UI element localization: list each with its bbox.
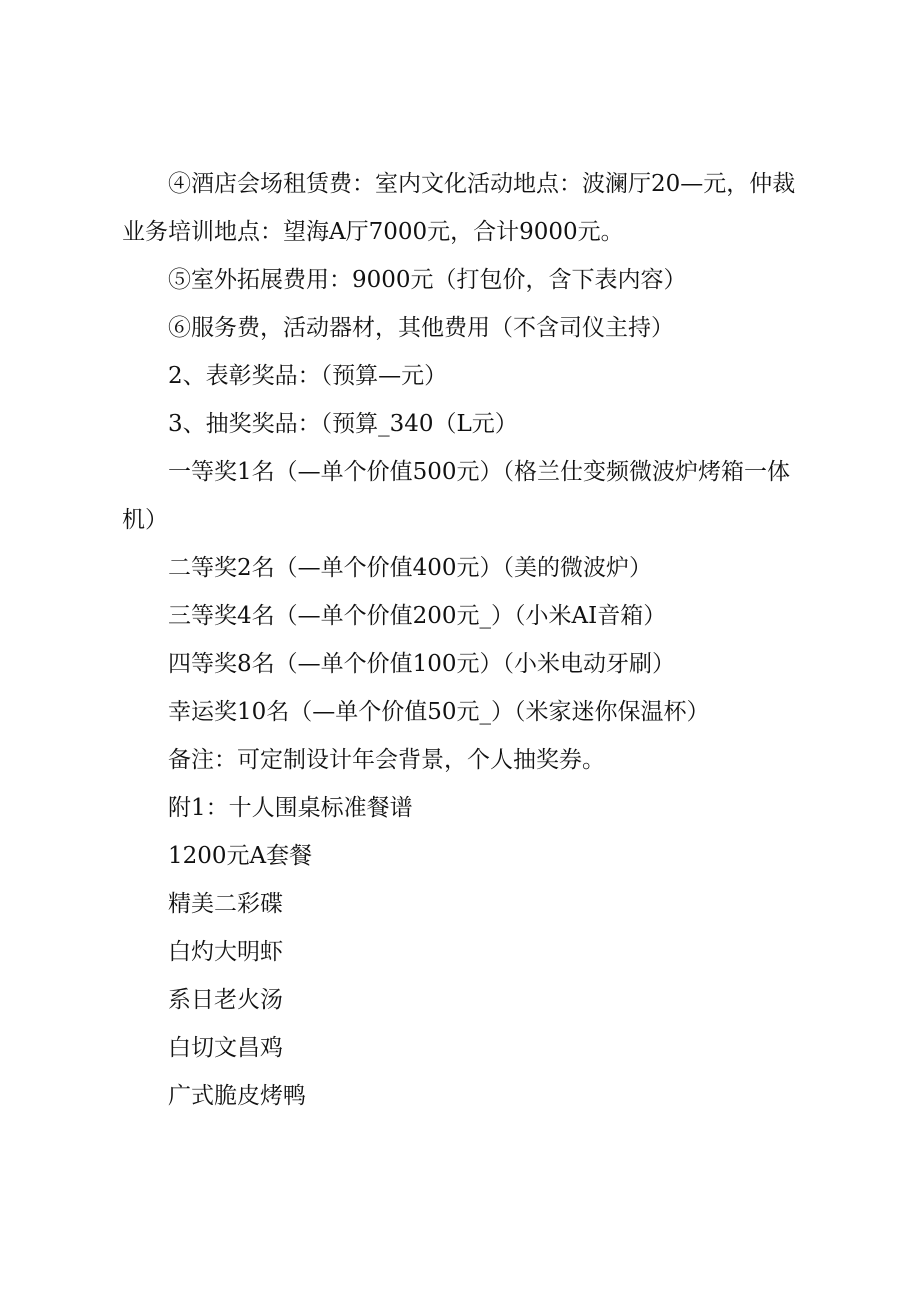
paragraph-outdoor-expansion: ⑤室外拓展费用：9000元（打包价，含下表内容） [168, 267, 687, 293]
menu-item: 系日老火汤 [168, 987, 283, 1013]
paragraph-second-prize: 二等奖2名（—单个价值400元）（美的微波炉） [168, 555, 653, 581]
paragraph-remark: 备注：可定制设计年会背景，个人抽奖券。 [168, 747, 605, 773]
paragraph-lucky-prize: 幸运奖10名（—单个价值50元_）（米家迷你保温杯） [168, 699, 710, 725]
paragraph-commendation-prizes: 2、表彰奖品：（预算—元） [168, 363, 448, 389]
paragraph-lottery-prizes: 3、抽奖奖品：（预算_340（L元） [168, 411, 518, 437]
menu-item: 白切文昌鸡 [168, 1035, 283, 1061]
paragraph-service-fee: ⑥服务费，活动器材，其他费用（不含司仪主持） [168, 315, 674, 341]
paragraph-first-prize: 一等奖1名（—单个价值500元）（格兰仕变频微波炉烤箱一体机） [122, 459, 791, 533]
paragraph-fourth-prize: 四等奖8名（—单个价值100元）（小米电动牙刷） [168, 651, 676, 677]
menu-item: 广式脆皮烤鸭 [168, 1083, 306, 1109]
paragraph-third-prize: 三等奖4名（—单个价值200元_）（小米AI音箱） [168, 603, 667, 629]
menu-set-title: 1200元A套餐 [168, 843, 313, 869]
menu-item: 精美二彩碟 [168, 891, 283, 917]
menu-item: 白灼大明虾 [168, 939, 283, 965]
document-body [122, 160, 802, 1120]
paragraph-venue-rental: ④酒店会场租赁费：室内文化活动地点：波澜厅20—元，仲裁业务培训地点：望海A厅7000元，合计9000元。 [122, 171, 796, 245]
paragraph-appendix-title: 附1：十人围桌标准餐谱 [168, 795, 413, 821]
